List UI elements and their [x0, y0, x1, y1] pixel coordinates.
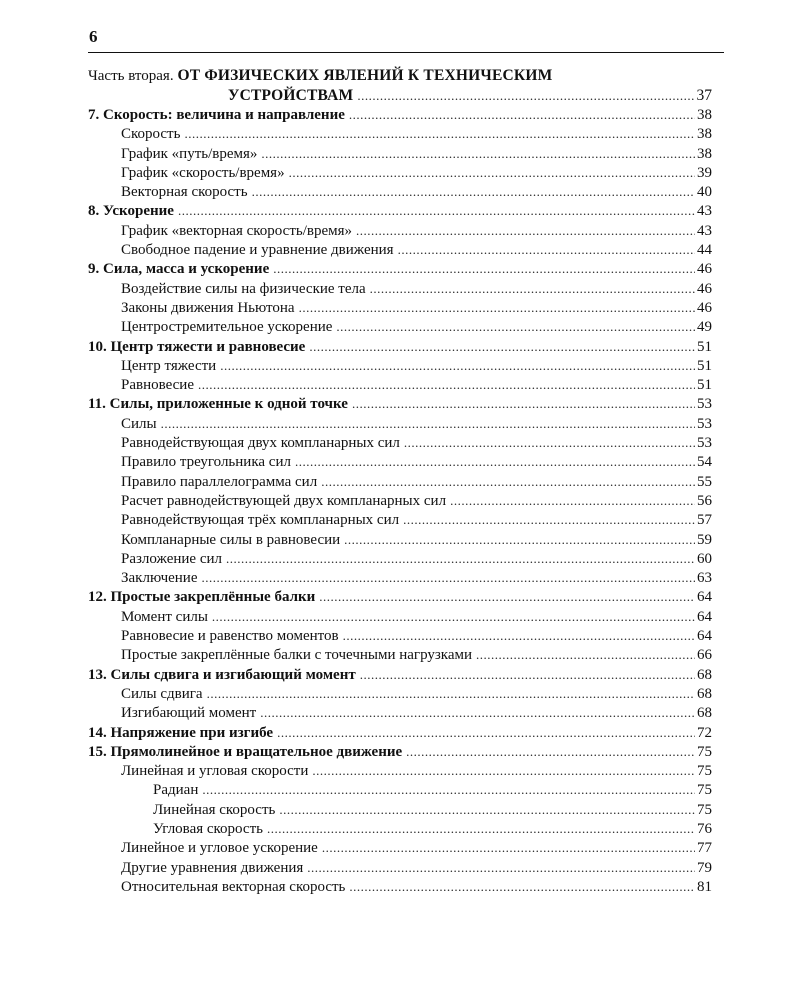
toc-chapter-entry[interactable]	[88, 259, 712, 278]
part-page-number: 37	[696, 87, 712, 104]
toc-entry[interactable]	[88, 510, 712, 529]
toc-entry[interactable]	[88, 433, 712, 452]
toc-entry-page: 46	[697, 280, 712, 297]
toc-entry-page: 59	[697, 531, 712, 548]
toc-entry-page: 81	[697, 878, 712, 895]
toc-chapter-entry[interactable]	[88, 665, 712, 684]
toc-entry[interactable]	[88, 761, 712, 780]
dot-leader	[343, 626, 695, 645]
dot-leader	[403, 510, 695, 529]
toc-entry[interactable]	[88, 858, 712, 877]
toc-entry-title: Расчет равнодействующей двух компланарных сил	[121, 492, 447, 509]
toc-entry-title: Простые закреплённые балки с точечными нагрузками	[121, 647, 473, 664]
dot-leader	[404, 433, 695, 452]
toc-chapter-entry[interactable]	[88, 723, 712, 742]
toc-entry-title: 7. Скорость: величина и направление	[88, 107, 345, 123]
toc-entry-page: 39	[697, 164, 712, 181]
toc-entry-page: 66	[697, 647, 712, 664]
dot-leader	[319, 587, 695, 606]
dot-leader	[299, 298, 695, 317]
toc-entry-page: 54	[697, 454, 712, 471]
toc-entry-title: Законы движения Ньютона	[121, 299, 295, 316]
toc-entry[interactable]	[88, 163, 712, 182]
dot-leader	[161, 414, 695, 433]
toc-entry[interactable]	[88, 780, 712, 799]
toc-entry-title: Равнодействующая двух компланарных сил	[121, 435, 400, 452]
toc-entry-title: Относительная векторная скорость	[121, 878, 346, 895]
dot-leader	[295, 452, 695, 471]
toc-entry[interactable]	[88, 144, 712, 163]
toc-entry-page: 57	[697, 512, 712, 529]
toc-entry-page: 43	[697, 203, 712, 220]
toc-entry[interactable]	[88, 819, 712, 838]
toc-entry[interactable]	[88, 645, 712, 664]
toc-entry-page: 77	[697, 840, 712, 857]
toc-entry-title: Разложение сил	[121, 550, 222, 567]
toc-chapter-entry[interactable]	[88, 742, 712, 761]
toc-entry-page: 56	[697, 492, 712, 509]
toc-entry-title: 11. Силы, приложенные к одной точке	[88, 396, 348, 413]
toc-entry-title: Линейная и угловая скорости	[121, 763, 309, 780]
dot-leader	[226, 549, 695, 568]
toc-entry-title: Равновесие и равенство моментов	[121, 628, 339, 645]
toc-entry[interactable]	[88, 298, 712, 317]
toc-entry-title: 12. Простые закреплённые балки	[88, 589, 316, 606]
toc-entry-page: 75	[697, 743, 712, 760]
toc-entry-title: Центр тяжести	[121, 357, 217, 374]
toc-entry-page: 44	[697, 242, 712, 259]
dot-leader	[398, 240, 695, 259]
page-number: 6	[89, 27, 98, 46]
toc-entry-title: Правило параллелограмма сил	[121, 473, 318, 490]
dot-leader	[312, 761, 695, 780]
toc-entry-title: Воздействие силы на физические тела	[121, 280, 366, 297]
toc-entry-title: Центростремительное ускорение	[121, 319, 333, 336]
toc-entry-title: Равновесие	[121, 377, 194, 394]
toc-entry[interactable]	[88, 877, 712, 896]
toc-entry[interactable]	[88, 800, 712, 819]
dot-leader	[277, 723, 695, 742]
toc-entry[interactable]	[88, 182, 712, 201]
toc-entry[interactable]	[88, 375, 712, 394]
dot-leader	[349, 877, 695, 896]
toc-entry-title: Момент силы	[121, 608, 208, 625]
toc-entry[interactable]	[88, 607, 712, 626]
part-title-line1: ОТ ФИЗИЧЕСКИХ ЯВЛЕНИЙ К ТЕХНИЧЕСКИМ	[177, 67, 553, 84]
toc-entry-page: 53	[697, 435, 712, 452]
dot-leader	[322, 838, 695, 857]
toc-entry[interactable]	[88, 124, 712, 143]
toc-entry-page: 38	[697, 145, 712, 162]
dot-leader	[336, 317, 695, 336]
toc-entry[interactable]	[88, 530, 712, 549]
dot-leader	[307, 858, 695, 877]
dot-leader	[450, 491, 695, 510]
header-rule	[88, 52, 724, 53]
dot-leader	[352, 394, 695, 413]
toc-entry[interactable]	[88, 221, 712, 240]
toc-entry[interactable]	[88, 472, 712, 491]
toc-entry-page: 64	[697, 589, 712, 606]
dot-leader	[344, 530, 695, 549]
dot-leader	[370, 279, 695, 298]
toc-entry-title: 14. Напряжение при изгибе	[88, 724, 274, 741]
toc-entry[interactable]	[88, 317, 712, 336]
toc-entry-page: 68	[697, 705, 712, 722]
toc-entry-title: Изгибающий момент	[121, 705, 257, 722]
toc-entry-page: 38	[697, 126, 712, 143]
toc-entry[interactable]	[88, 414, 712, 433]
toc-entry-page: 55	[697, 473, 712, 490]
dot-leader	[178, 201, 695, 220]
toc-chapter-entry[interactable]	[88, 105, 712, 124]
toc-entry-title: График «векторная скорость/время»	[121, 222, 353, 239]
toc-chapter-entry[interactable]	[88, 587, 712, 606]
toc-entry-page: 51	[697, 357, 712, 374]
dot-leader	[476, 645, 695, 664]
toc-entry-title: Скорость	[121, 126, 181, 143]
toc-entry-title: Компланарные силы в равновесии	[121, 531, 341, 548]
dot-leader	[212, 607, 695, 626]
dot-leader	[207, 684, 695, 703]
part-label: Часть вторая.	[88, 68, 174, 84]
toc-entry-page: 64	[697, 608, 712, 625]
toc-entry-page: 38	[697, 107, 712, 123]
toc-entry-title: 8. Ускорение	[88, 203, 174, 220]
toc-entry[interactable]	[88, 568, 712, 587]
toc-entry-page: 72	[697, 724, 712, 741]
part-heading-line1	[88, 66, 712, 86]
toc-entry[interactable]	[88, 703, 712, 722]
toc-entry-page: 51	[697, 377, 712, 394]
toc-entry-page: 64	[697, 628, 712, 645]
toc-entry-title: Другие уравнения движения	[121, 859, 304, 876]
toc-entry-page: 49	[697, 319, 712, 336]
toc-entry-title: Правило треугольника сил	[121, 454, 291, 471]
toc-chapter-entry[interactable]	[88, 394, 712, 413]
toc-entry[interactable]	[88, 240, 712, 259]
part-title-line2: УСТРОЙСТВАМ	[228, 87, 354, 104]
toc-entry-title: 15. Прямолинейное и вращательное движение	[88, 743, 403, 760]
toc-entry[interactable]	[88, 626, 712, 645]
toc-entry-title: Свободное падение и уравнение движения	[121, 242, 394, 259]
toc-entry[interactable]	[88, 549, 712, 568]
dot-leader	[309, 337, 695, 356]
toc-entry-page: 51	[697, 338, 712, 355]
toc-entry[interactable]	[88, 452, 712, 471]
toc-entry[interactable]	[88, 684, 712, 703]
toc-entry-title: Линейное и угловое ускорение	[121, 840, 318, 857]
toc-entry-page: 46	[697, 261, 712, 278]
part-heading-line2	[228, 86, 712, 105]
dot-leader	[220, 356, 695, 375]
dot-leader	[360, 665, 695, 684]
toc-entry[interactable]	[88, 279, 712, 298]
part-heading	[88, 66, 712, 105]
toc-entry-page: 75	[697, 801, 712, 818]
toc-entry-page: 68	[697, 685, 712, 702]
dot-leader	[202, 780, 695, 799]
toc-entry-page: 60	[697, 550, 712, 567]
toc-entry-page: 75	[697, 763, 712, 780]
dot-leader	[260, 703, 695, 722]
dot-leader	[198, 375, 695, 394]
toc-entry-title: Силы	[121, 415, 157, 432]
toc-entry-title: График «путь/время»	[121, 145, 258, 162]
toc-entry-title: Силы сдвига	[121, 685, 203, 702]
dot-leader	[267, 819, 695, 838]
dot-leader	[321, 472, 695, 491]
toc-entry-title: Равнодействующая трёх компланарных сил	[121, 512, 400, 529]
toc-entry[interactable]	[88, 356, 712, 375]
toc-chapter-entry[interactable]	[88, 201, 712, 220]
dot-leader	[184, 124, 695, 143]
toc-entry-title: Заключение	[121, 570, 198, 587]
toc-entry-page: 76	[697, 820, 712, 837]
toc-entry-page: 40	[697, 184, 712, 201]
dot-leader	[261, 144, 695, 163]
dot-leader	[279, 800, 695, 819]
toc-entry-title: Угловая скорость	[153, 820, 263, 837]
table-of-contents	[88, 105, 712, 896]
toc-chapter-entry[interactable]	[88, 337, 712, 356]
toc-entry-page: 79	[697, 859, 712, 876]
dot-leader	[357, 86, 694, 105]
toc-entry-title: График «скорость/время»	[121, 164, 285, 181]
dot-leader	[356, 221, 695, 240]
toc-entry[interactable]	[88, 838, 712, 857]
toc-entry-page: 68	[697, 666, 712, 683]
toc-entry-title: Векторная скорость	[121, 184, 248, 201]
toc-entry-page: 53	[697, 396, 712, 413]
toc-entry-page: 53	[697, 415, 712, 432]
toc-entry-title: Линейная скорость	[153, 801, 276, 818]
toc-entry-page: 63	[697, 570, 712, 587]
toc-entry-title: 10. Центр тяжести и равновесие	[88, 338, 306, 355]
toc-entry-title: Радиан	[153, 782, 199, 799]
toc-entry-title: 9. Сила, масса и ускорение	[88, 261, 270, 278]
dot-leader	[406, 742, 695, 761]
toc-entry-title: 13. Силы сдвига и изгибающий момент	[88, 666, 356, 683]
dot-leader	[202, 568, 696, 587]
dot-leader	[273, 259, 695, 278]
dot-leader	[252, 182, 695, 201]
dot-leader	[289, 163, 695, 182]
toc-entry[interactable]	[88, 491, 712, 510]
toc-entry-page: 75	[697, 782, 712, 799]
dot-leader	[349, 105, 695, 124]
toc-entry-page: 46	[697, 299, 712, 316]
toc-entry-page: 43	[697, 222, 712, 239]
